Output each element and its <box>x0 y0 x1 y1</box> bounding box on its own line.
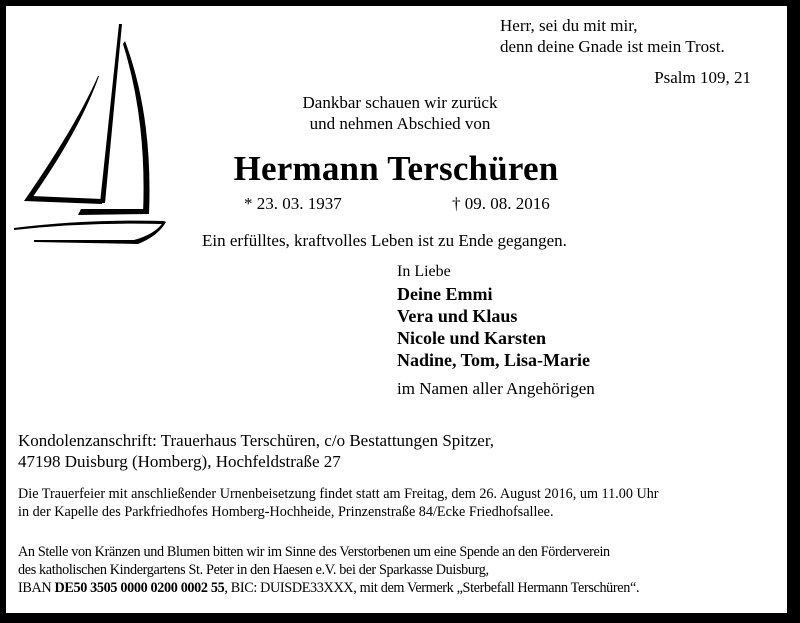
mourner-name: Nicole und Karsten <box>397 328 547 348</box>
ceremony-info <box>18 485 659 521</box>
mourners-block <box>397 261 595 400</box>
birth-date: * 23. 03. 1937 <box>244 194 342 213</box>
death-date: † 09. 08. 2016 <box>452 194 550 213</box>
donation-line-3 <box>18 579 639 597</box>
condolence-address <box>18 430 494 472</box>
donation-line-2: des katholischen Kindergartens St. Peter in den Haesen e.V. bei der Sparkasse Duisburg, <box>18 562 489 578</box>
verse-line-2: denn deine Gnade ist mein Trost. <box>500 37 725 56</box>
intro-line-2: und nehmen Abschied von <box>309 114 491 133</box>
mourners-closing: im Namen aller Angehörigen <box>397 379 595 398</box>
mourner-name: Deine Emmi <box>397 284 493 304</box>
intro-line-1: Dankbar schauen wir zurück <box>302 93 498 112</box>
ceremony-line-2: in der Kapelle des Parkfriedhofes Homberg-Hochheide, Prinzenstraße 84/Ecke Friedhofsallee. <box>18 504 554 520</box>
iban-number: DE50 3505 0000 0200 0002 55 <box>54 580 225 596</box>
mourners-heading: In Liebe <box>397 263 451 280</box>
verse-line-1: Herr, sei du mit mir, <box>500 16 638 35</box>
psalm-reference: Psalm 109, 21 <box>654 68 751 87</box>
ceremony-line-1: Die Trauerfeier mit anschließender Urnenbeisetzung findet statt am Freitag, dem 26. August 2016, um 11.00 Uhr <box>18 486 659 502</box>
obituary-notice <box>6 6 787 613</box>
psalm-verse <box>500 15 725 57</box>
deceased-name: Hermann Terschüren <box>233 149 559 188</box>
condolence-line-2: 47198 Duisburg (Homberg), Hochfeldstraße 27 <box>18 452 341 471</box>
mourner-name: Nadine, Tom, Lisa-Marie <box>397 350 591 370</box>
condolence-line-1: Kondolenzanschrift: Trauerhaus Terschüren, c/o Bestattungen Spitzer, <box>18 431 495 450</box>
epitaph: Ein erfülltes, kraftvolles Leben ist zu Ende gegangen. <box>202 231 567 250</box>
bic-text: , BIC: DUISDE33XXX, mit dem Vermerk „Sterbefall Hermann Terschüren“. <box>224 580 640 596</box>
iban-label: IBAN <box>18 580 55 596</box>
donation-request <box>18 543 639 597</box>
mourner-name: Vera und Klaus <box>397 306 518 326</box>
intro-text <box>220 92 580 134</box>
sailboat-icon <box>6 6 206 246</box>
donation-line-1: An Stelle von Kränzen und Blumen bitten wir im Sinne des Verstorbenen um eine Spende an den Förderverein <box>18 544 610 560</box>
